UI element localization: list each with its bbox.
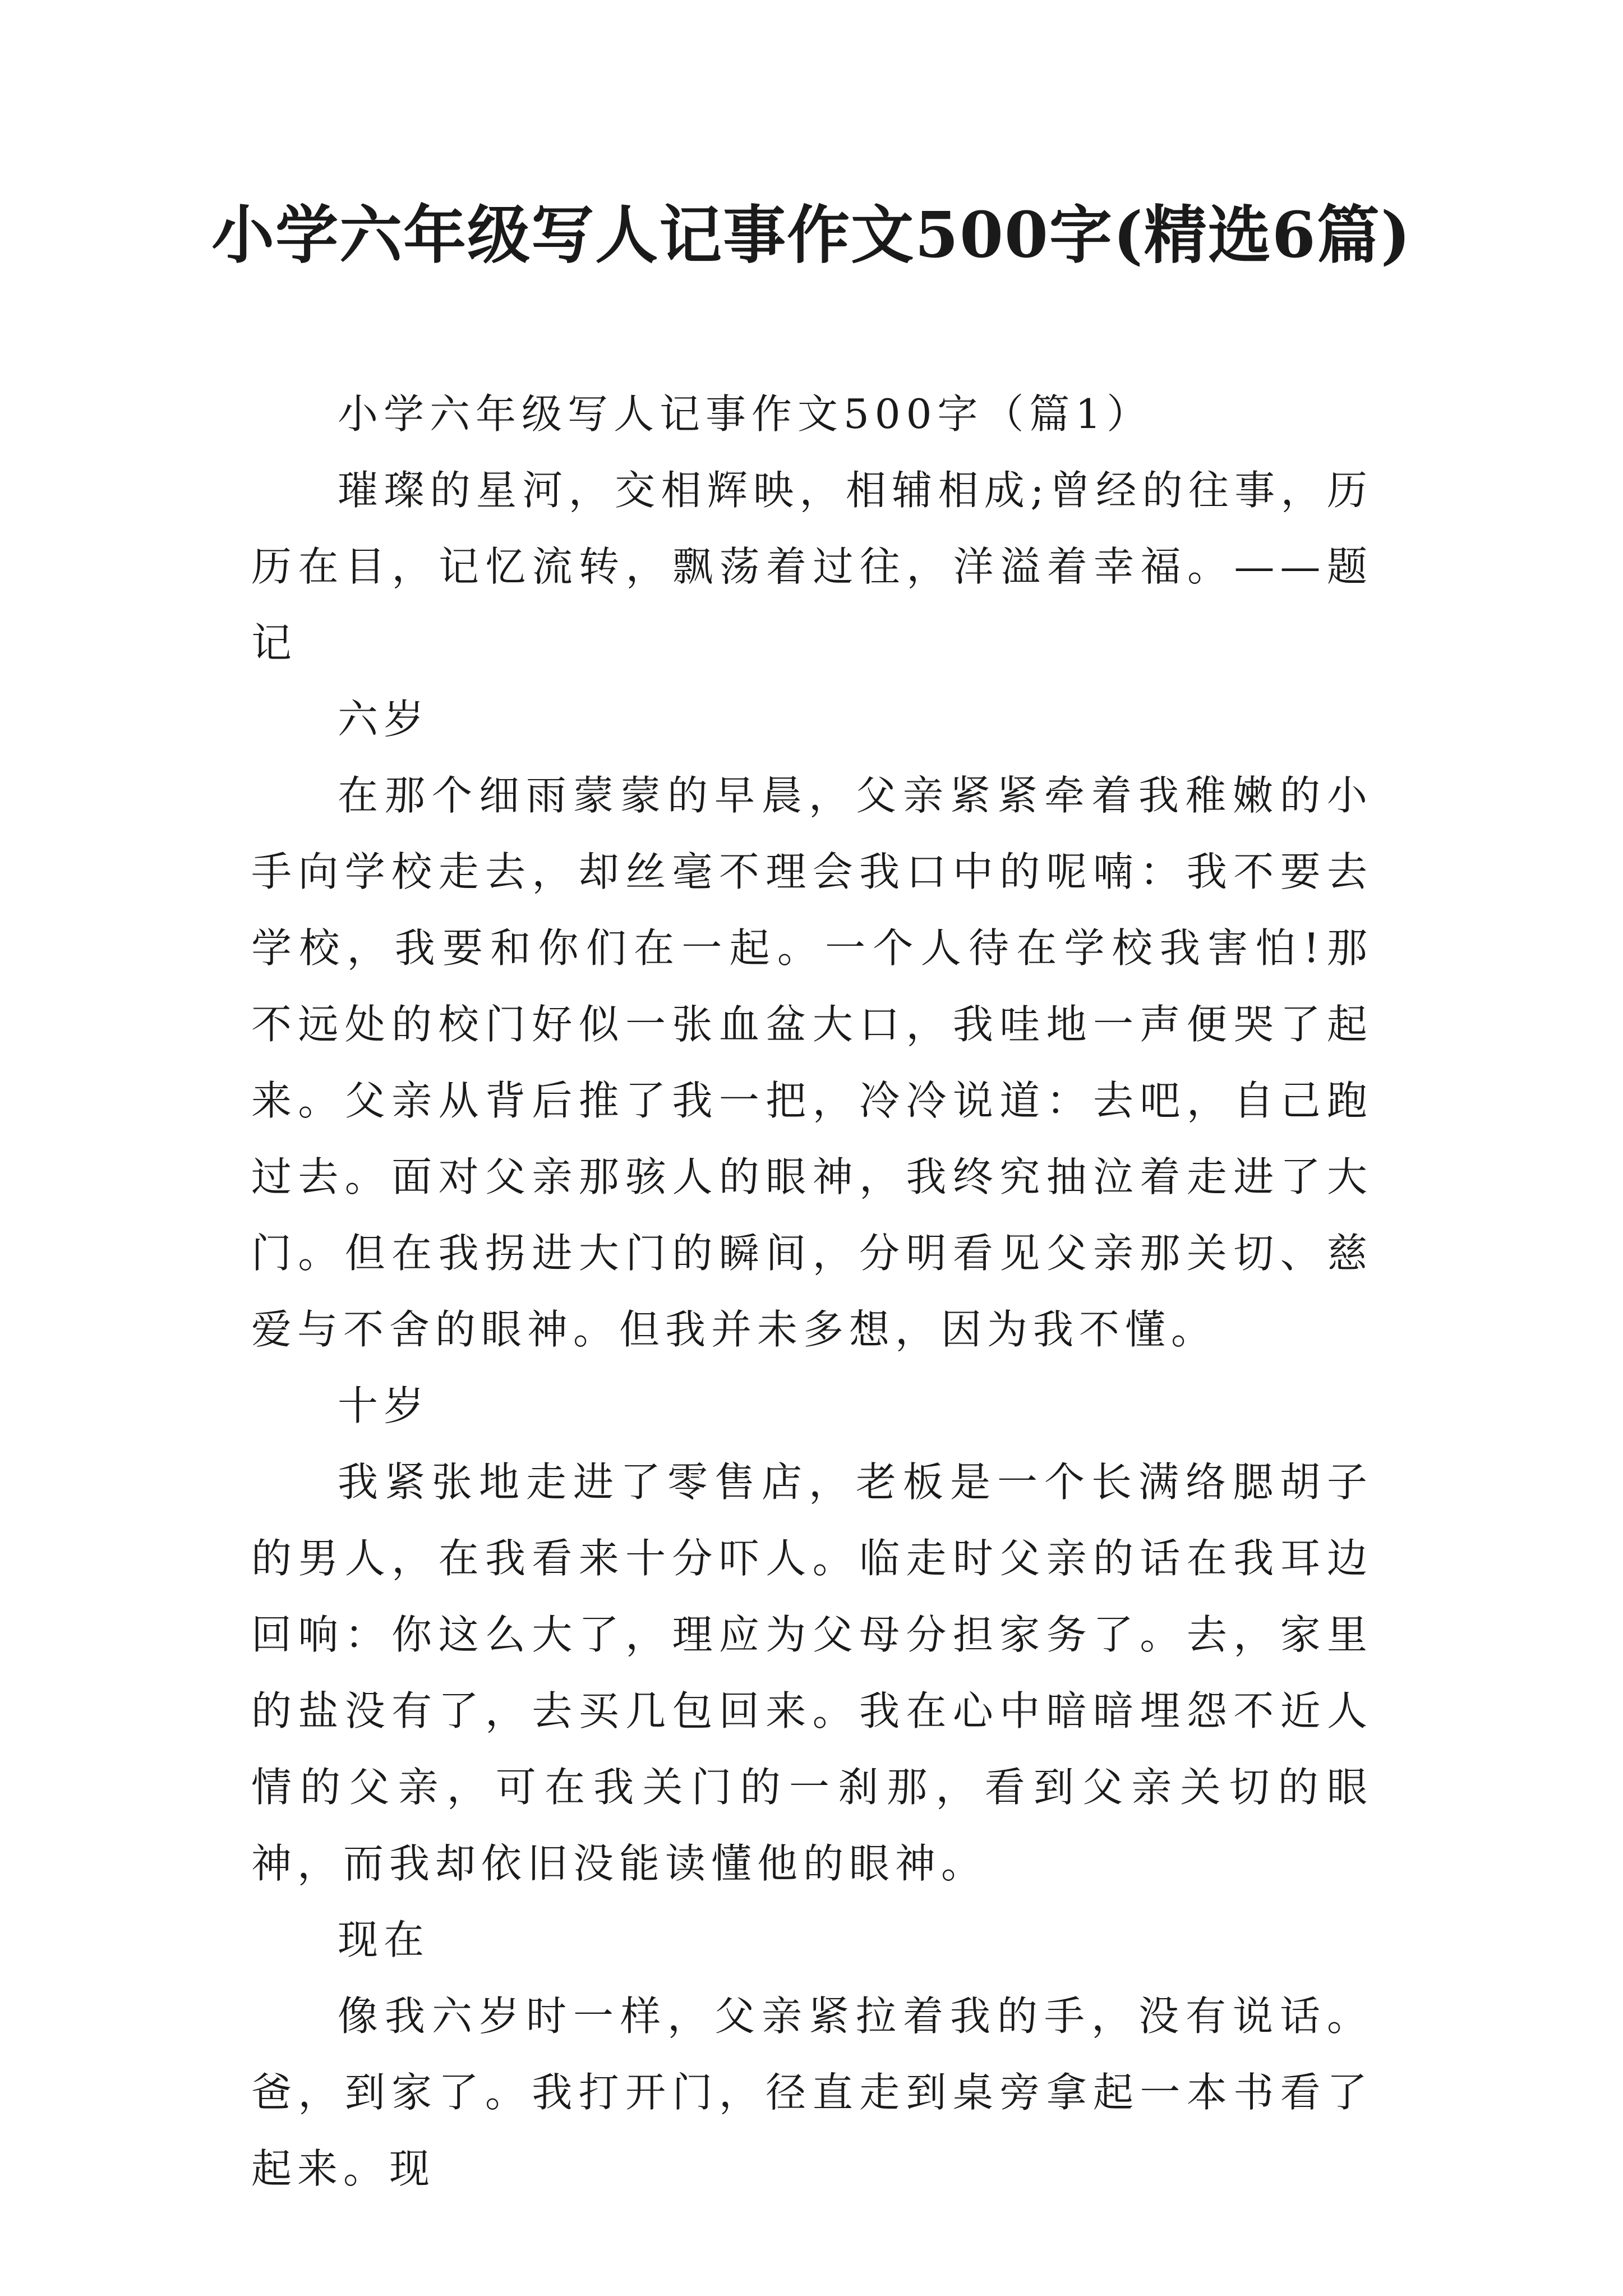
body-paragraph: 在那个细雨蒙蒙的早晨，父亲紧紧牵着我稚嫩的小手向学校走去，却丝毫不理会我口中的呢喃：我不要去学校，我要和你们在一起。一个人待在学校我害怕!那不远处的校门好似一张血盆大口，我哇地一声便哭了起来。父亲从背后推了我一把，冷冷说道：去吧，自己跑过去。面对父亲那骇人的眼神，我终究抽泣着走进了大门。但在我拐进大门的瞬间，分明看见父亲那关切、慈爱与不舍的眼神。但我并未多想，因为我不懂。 <box>251 772 1373 1353</box>
body-paragraph: 像我六岁时一样，父亲紧拉着我的手，没有说话。爸，到家了。我打开门，径直走到桌旁拿起一本书看了起来。现 <box>251 1993 1373 2192</box>
subheading-now: 现在 <box>338 1916 430 1963</box>
body-paragraph: 我紧张地走进了零售店，老板是一个长满络腮胡子的男人，在我看来十分吓人。临走时父亲的话在我耳边回响：你这么大了，理应为父母分担家务了。去，家里的盐没有了，去买几包回来。我在心中暗暗埋怨不近人情的父亲，可在我关门的一刹那，看到父亲关切的眼神，而我却依旧没能读懂他的眼神。 <box>251 1458 1373 1887</box>
epigraph-paragraph: 璀璨的星河，交相辉映，相辅相成;曾经的往事，历历在目，记忆流转，飘荡着过往，洋溢着幸福。——题记 <box>251 467 1373 666</box>
subheading-six-years: 六岁 <box>338 696 430 743</box>
subheading-ten-years: 十岁 <box>338 1382 430 1429</box>
document-title: 小学六年级写人记事作文500字(精选6篇) <box>211 199 1412 272</box>
document-body <box>251 376 1373 2207</box>
section-heading: 小学六年级写人记事作文500字（篇1） <box>338 390 1153 438</box>
